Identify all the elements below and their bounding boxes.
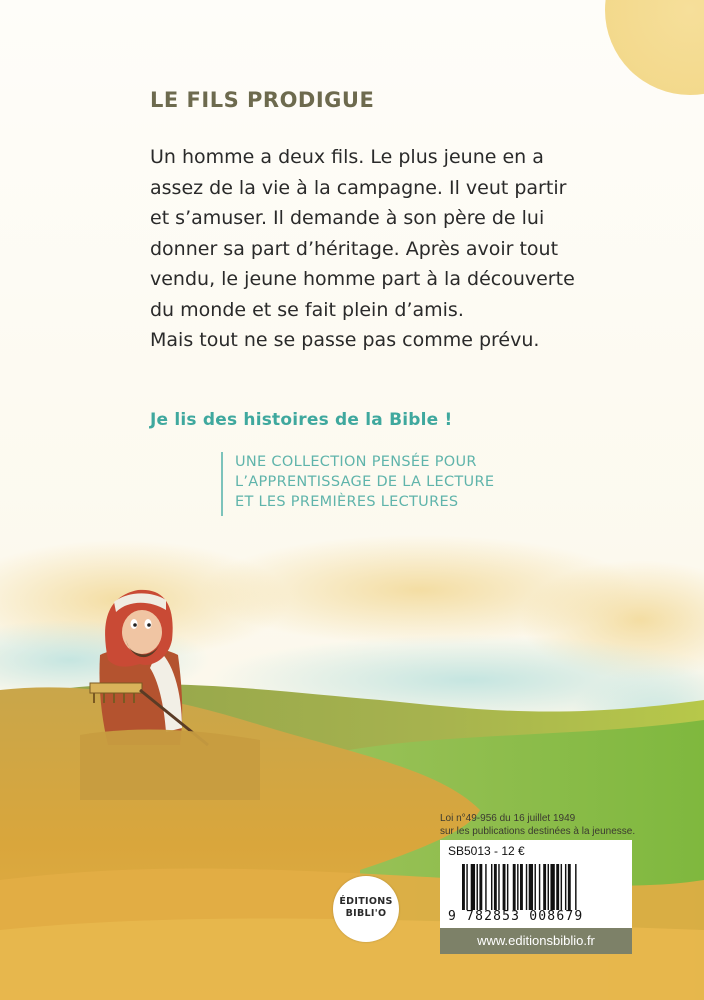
legal-line: Loi n°49-956 du 16 juillet 1949 [440,813,576,824]
synopsis-line: vendu, le jeune homme part à la découverte [150,268,575,290]
barcode-icon [462,864,622,910]
logo-line: BIBLI'O [345,908,387,919]
synopsis-line: du monde et se fait plein d’amis. [150,298,464,321]
publisher-logo [333,876,399,942]
synopsis-line: Mais tout ne se passe pas comme prévu. [150,329,540,351]
publisher-website: www.editionsbiblio.fr [440,928,632,954]
synopsis [150,142,590,356]
collection-line: UNE COLLECTION PENSÉE POUR [235,454,477,470]
legal-notice [440,812,635,838]
synopsis-line: assez de la vie à la campagne. Il veut partir [150,176,567,199]
legal-line: sur les publications destinées à la jeunesse. [440,826,636,837]
synopsis-line: Un homme a deux fils. Le plus jeune en a [150,146,544,168]
series-tagline: Je lis des histoires de la Bible ! [150,410,453,430]
sku-price: SB5013 - 12 € [448,844,525,858]
barcode-panel [440,840,632,928]
synopsis-line: donner sa part d’héritage. Après avoir tout [150,237,559,260]
collection-description [221,452,494,516]
book-title: LE FILS PRODIGUE [150,88,375,112]
isbn-number: 9 782853 008679 [448,909,584,924]
collection-line: L’APPRENTISSAGE DE LA LECTURE [235,474,495,490]
collection-line: ET LES PREMIÈRES LECTURES [235,494,459,510]
logo-line: ÉDITIONS [339,896,393,907]
synopsis-line: et s’amuser. Il demande à son père de lui [150,207,545,229]
